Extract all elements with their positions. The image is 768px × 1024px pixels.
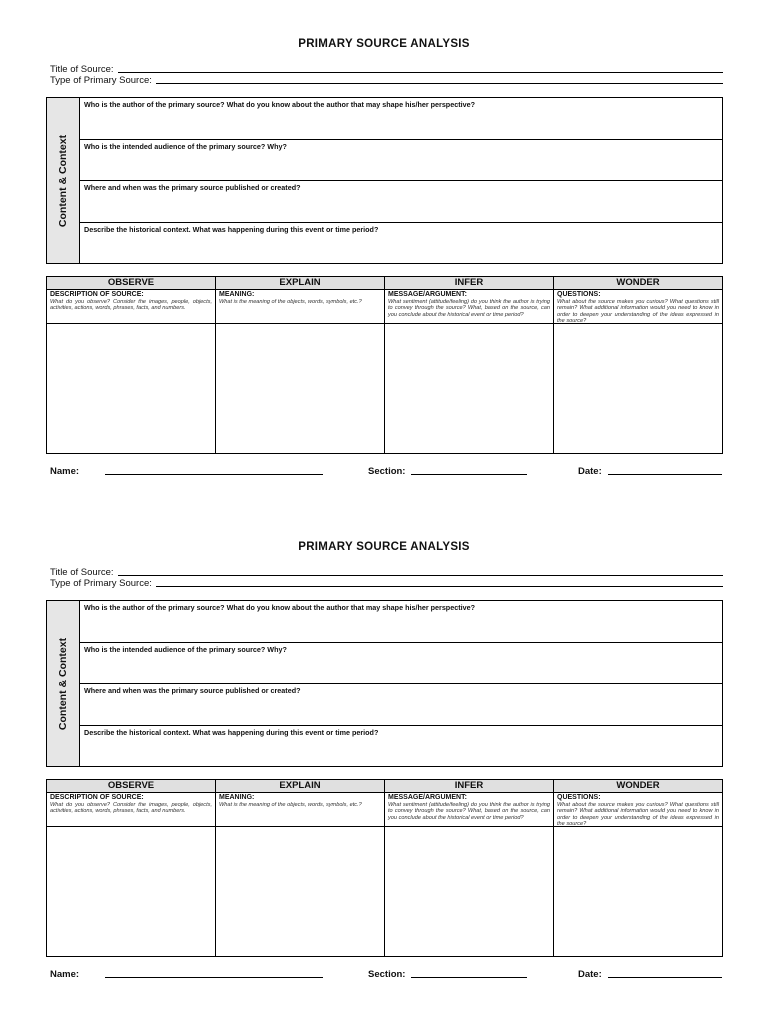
footer [50, 463, 723, 477]
column-explain [216, 277, 385, 453]
context-question-historical[interactable]: Describe the historical context. What was happening during this event or time period? [84, 224, 379, 234]
context-question-author[interactable]: Who is the author of the primary source? What do you know about the author that may shape his/her perspective? [80, 98, 722, 140]
column-prompt-description: What is the meaning of the objects, words, symbols, etc.? [219, 802, 362, 808]
title-of-source-label: Title of Source: [50, 64, 114, 75]
worksheet-title: PRIMARY SOURCE ANALYSIS [298, 541, 470, 553]
column-answer-area[interactable] [47, 827, 215, 956]
column-prompt-title: DESCRIPTION OF SOURCE: [50, 291, 144, 298]
section-label: Section: [368, 969, 406, 980]
name-input[interactable] [105, 967, 323, 978]
column-prompt-title: QUESTIONS: [557, 794, 601, 801]
column-infer [385, 780, 554, 956]
context-question-published[interactable]: Where and when was the primary source published or created? [80, 181, 722, 223]
column-prompt-title: MESSAGE/ARGUMENT: [388, 291, 467, 298]
type-of-source-row [50, 74, 723, 86]
analysis-grid [46, 276, 723, 454]
column-header: INFER [385, 277, 553, 290]
column-answer-area[interactable] [216, 324, 384, 453]
section-field [368, 966, 527, 980]
name-label: Name: [50, 466, 80, 477]
column-prompt-title: MESSAGE/ARGUMENT: [388, 794, 467, 801]
column-wonder [554, 277, 722, 453]
type-of-source-input[interactable] [156, 577, 723, 587]
type-of-source-label: Type of Primary Source: [50, 578, 152, 589]
column-header: EXPLAIN [216, 780, 384, 793]
date-label: Date: [578, 969, 602, 980]
name-label: Name: [50, 969, 80, 980]
column-answer-area[interactable] [216, 827, 384, 956]
column-answer-area[interactable] [47, 324, 215, 453]
section-input[interactable] [411, 464, 527, 475]
type-of-source-label: Type of Primary Source: [50, 75, 152, 86]
column-prompt-description: What sentiment (attitude/feeling) do you think the author is trying to convey through the source? What, based on the source, can you conclude about the historical event or time period? [388, 299, 550, 318]
name-field [50, 463, 323, 477]
column-prompt-description: What is the meaning of the objects, words, symbols, etc.? [219, 299, 362, 305]
context-side-panel [47, 98, 80, 263]
type-of-source-row [50, 577, 723, 589]
date-field [578, 463, 722, 477]
column-header: OBSERVE [47, 780, 215, 793]
column-prompt [385, 290, 553, 324]
context-question-audience[interactable]: Who is the intended audience of the primary source? Why? [80, 643, 722, 685]
column-wonder [554, 780, 722, 956]
context-side-label: Content & Context [57, 134, 69, 227]
context-side-label: Content & Context [57, 637, 69, 730]
context-question-audience[interactable]: Who is the intended audience of the primary source? Why? [80, 140, 722, 182]
column-prompt [216, 793, 384, 827]
column-prompt-title: QUESTIONS: [557, 291, 601, 298]
column-prompt [554, 290, 722, 324]
column-observe [47, 277, 216, 453]
column-header: WONDER [554, 277, 722, 290]
column-infer [385, 277, 554, 453]
context-question-published[interactable]: Where and when was the primary source published or created? [80, 684, 722, 726]
column-prompt [385, 793, 553, 827]
column-observe [47, 780, 216, 956]
context-rows [80, 98, 722, 263]
name-field [50, 966, 323, 980]
column-prompt-description: What sentiment (attitude/feeling) do you think the author is trying to convey through the source? What, based on the source, can you conclude about the historical event or time period? [388, 802, 550, 821]
worksheet [0, 503, 768, 1003]
date-input[interactable] [608, 967, 722, 978]
type-of-source-input[interactable] [156, 74, 723, 84]
context-rows [80, 601, 722, 766]
column-prompt [47, 793, 215, 827]
worksheet [0, 0, 768, 500]
column-header: EXPLAIN [216, 277, 384, 290]
name-input[interactable] [105, 464, 323, 475]
date-label: Date: [578, 466, 602, 477]
title-of-source-input[interactable] [118, 566, 723, 576]
column-answer-area[interactable] [385, 324, 553, 453]
column-answer-area[interactable] [385, 827, 553, 956]
column-header: OBSERVE [47, 277, 215, 290]
footer [50, 966, 723, 980]
column-prompt-title: DESCRIPTION OF SOURCE: [50, 794, 144, 801]
context-side-panel [47, 601, 80, 766]
analysis-grid [46, 779, 723, 957]
date-input[interactable] [608, 464, 722, 475]
column-prompt [216, 290, 384, 324]
section-field [368, 463, 527, 477]
column-prompt-title: MEANING: [219, 794, 255, 801]
context-question-historical[interactable]: Describe the historical context. What was happening during this event or time period? [84, 727, 379, 737]
column-prompt-description: What do you observe? Consider the images, people, objects, activities, actions, words, phrases, facts, and numbers. [50, 299, 212, 312]
column-prompt-title: MEANING: [219, 291, 255, 298]
column-prompt [47, 290, 215, 324]
title-of-source-input[interactable] [118, 63, 723, 73]
column-prompt [554, 793, 722, 827]
title-of-source-label: Title of Source: [50, 567, 114, 578]
column-header: INFER [385, 780, 553, 793]
column-header: WONDER [554, 780, 722, 793]
column-answer-area[interactable] [554, 827, 722, 956]
column-prompt-description: What do you observe? Consider the images, people, objects, activities, actions, words, phrases, facts, and numbers. [50, 802, 212, 815]
column-answer-area[interactable] [554, 324, 722, 453]
column-prompt-description: What about the source makes you curious? What questions still remain? What additional information would you need to know in order to deepen your understanding of the ideas expressed in the source? [557, 802, 719, 827]
context-question-author[interactable]: Who is the author of the primary source? What do you know about the author that may shape his/her perspective? [80, 601, 722, 643]
date-field [578, 966, 722, 980]
context-table [46, 600, 723, 767]
worksheet-title: PRIMARY SOURCE ANALYSIS [298, 38, 470, 50]
section-label: Section: [368, 466, 406, 477]
column-explain [216, 780, 385, 956]
section-input[interactable] [411, 967, 527, 978]
column-prompt-description: What about the source makes you curious? What questions still remain? What additional information would you need to know in order to deepen your understanding of the ideas expressed in the source? [557, 299, 719, 324]
context-table [46, 97, 723, 264]
